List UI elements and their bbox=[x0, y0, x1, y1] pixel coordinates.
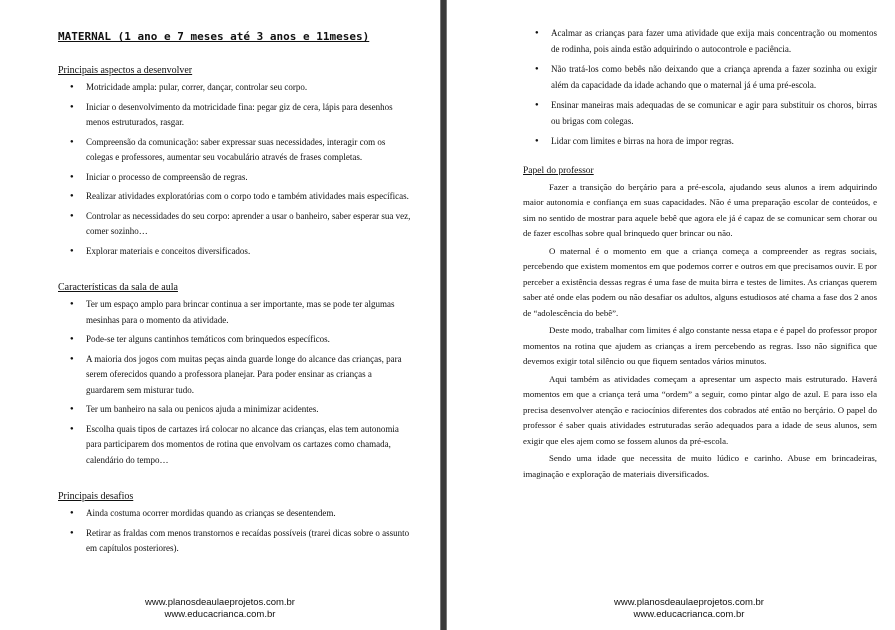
section-heading-aspects: Principais aspectos a desenvolver bbox=[58, 65, 193, 76]
footer-link-educacrianca[interactable]: www.educacrianca.com.br bbox=[164, 609, 276, 620]
list-item: ● Ter um banheiro na sala ou penicos ajuda a minimizar acidentes. bbox=[86, 402, 412, 418]
footer-left bbox=[0, 597, 440, 621]
list-item: ● Compreensão da comunicação: saber expressar suas necessidades, interagir com os colegas e professores, aumentar seu vocabulário através de frases completas. bbox=[86, 135, 412, 166]
list-item: ● Controlar as necessidades do seu corpo: aprender a usar o banheiro, saber esperar sua vez, comer sozinho… bbox=[86, 209, 412, 240]
paragraph: Fazer a transição do berçário para a pré-escola, ajudando seus alunos a irem adquirindo maior autonomia e confiança em suas capacidades. Não é uma preparação escolar de conteúdos, e sim no sentido de mostrar para aquele bebê que agora ele já é capaz de se comunicar sem chorar ou de fazer escolhas sobre qual brinquedo quer brincar ou não. bbox=[523, 181, 877, 238]
list-item: ● Iniciar o desenvolvimento da motricidade fina: pegar giz de cera, lápis para desenhos menos estruturados, rasgar. bbox=[86, 100, 412, 131]
list-item: ● Ter um espaço amplo para brincar continua a ser importante, mas se pode ter algumas mesinhas para o momento da atividade. bbox=[86, 297, 412, 328]
challenges-list bbox=[58, 506, 412, 557]
footer-link-educacrianca[interactable]: www.educacrianca.com.br bbox=[633, 609, 745, 620]
list-item: ● Explorar materiais e conceitos diversificados. bbox=[86, 244, 412, 260]
list-item: ● Escolha quais tipos de cartazes irá colocar no alcance das crianças, elas tem autonomia para participarem dos momentos de rotina que envolvam os cartazes como chamada, calendário do tempo… bbox=[86, 422, 412, 469]
classroom-list bbox=[58, 297, 412, 468]
list-item: ● Lidar com limites e birras na hora de impor regras. bbox=[551, 134, 877, 150]
footer-link-planos[interactable]: www.planosdeaulaeprojetos.com.br bbox=[614, 597, 764, 608]
footer-right bbox=[429, 597, 895, 621]
list-item: ● Pode-se ter alguns cantinhos temáticos com brinquedos específicos. bbox=[86, 332, 412, 348]
paragraph: Aqui também as atividades começam a apresentar um aspecto mais estruturado. Haverá momentos em que a criança terá uma “ordem” a seguir, como pintar algo de azul. E para isso ela precisa desenvolver atenção e raciocínios diferentes dos cobrados até então no berçário. O papel do professor é saber quais atividades estruturadas serão adequados para a idade de seus alunos, sem exigir que eles ajem como se fossem alunos da pré-escola. bbox=[523, 373, 877, 446]
section-heading-teacher-role: Papel do professor bbox=[523, 165, 594, 176]
list-item: ● Não tratá-los como bebês não deixando que a criança aprenda a fazer sozinha ou exigir além da capacidade da idade achando que o maternal já é uma pré-escola. bbox=[551, 62, 877, 93]
aspects-list bbox=[58, 80, 412, 259]
challenges-list-continued bbox=[523, 26, 877, 150]
list-item: ● Ensinar maneiras mais adequadas de se comunicar e agir para substituir os choros, birras ou brigas com colegas. bbox=[551, 98, 877, 129]
page-right bbox=[447, 0, 895, 630]
page-left bbox=[0, 0, 440, 630]
section-heading-classroom: Características da sala de aula bbox=[58, 282, 178, 293]
document-title: MATERNAL (1 ano e 7 meses até 3 anos e 11meses) bbox=[58, 30, 370, 43]
paragraph: O maternal é o momento em que a criança começa a compreender as regras sociais, percebendo que existem momentos em que podemos correr e outros em que precisamos ouvir. E por perceber a existência dessas regras é uma fase de muita birra e testes de limites. As crianças querem saber até onde elas podem ou não desafiar os adultos, alguns estudiosos até chama a fase dos 2 anos de “adolescência do bebê”. bbox=[523, 245, 877, 318]
section-heading-challenges: Principais desafios bbox=[58, 491, 134, 502]
list-item: ● Retirar as fraldas com menos transtornos e recaídas possíveis (trarei dicas sobre o assunto em capítulos posteriores). bbox=[86, 526, 412, 557]
paragraph: Sendo uma idade que necessita de muito lúdico e carinho. Abuse em brincadeiras, imaginação e exploração de materiais diversificados. bbox=[523, 453, 877, 479]
paragraph: Deste modo, trabalhar com limites é algo constante nessa etapa e é papel do professor propor momentos na rotina que ajudem as crianças a irem percebendo as regras. Isso não significa que devemos exigir total silêncio ou que fiquem sentados vários minutos. bbox=[523, 325, 877, 366]
list-item: ● A maioria dos jogos com muitas peças ainda guarde longe do alcance das crianças, para serem oferecidos quando a professora planejar. Para poder ensinar as crianças a guardarem sem misturar tudo. bbox=[86, 352, 412, 399]
list-item: ● Realizar atividades exploratórias com o corpo todo e também atividades mais específicas. bbox=[86, 189, 412, 205]
page-divider bbox=[440, 0, 447, 630]
footer-link-planos[interactable]: www.planosdeaulaeprojetos.com.br bbox=[145, 597, 295, 608]
list-item: ● Acalmar as crianças para fazer uma atividade que exija mais concentração ou momentos de rodinha, pois ainda estão adquirindo o autocontrole e paciência. bbox=[551, 26, 877, 57]
list-item: ● Motricidade ampla: pular, correr, dançar, controlar seu corpo. bbox=[86, 80, 412, 96]
list-item: ● Ainda costuma ocorrer mordidas quando as crianças se desentendem. bbox=[86, 506, 412, 522]
list-item: ● Iniciar o processo de compreensão de regras. bbox=[86, 170, 412, 186]
